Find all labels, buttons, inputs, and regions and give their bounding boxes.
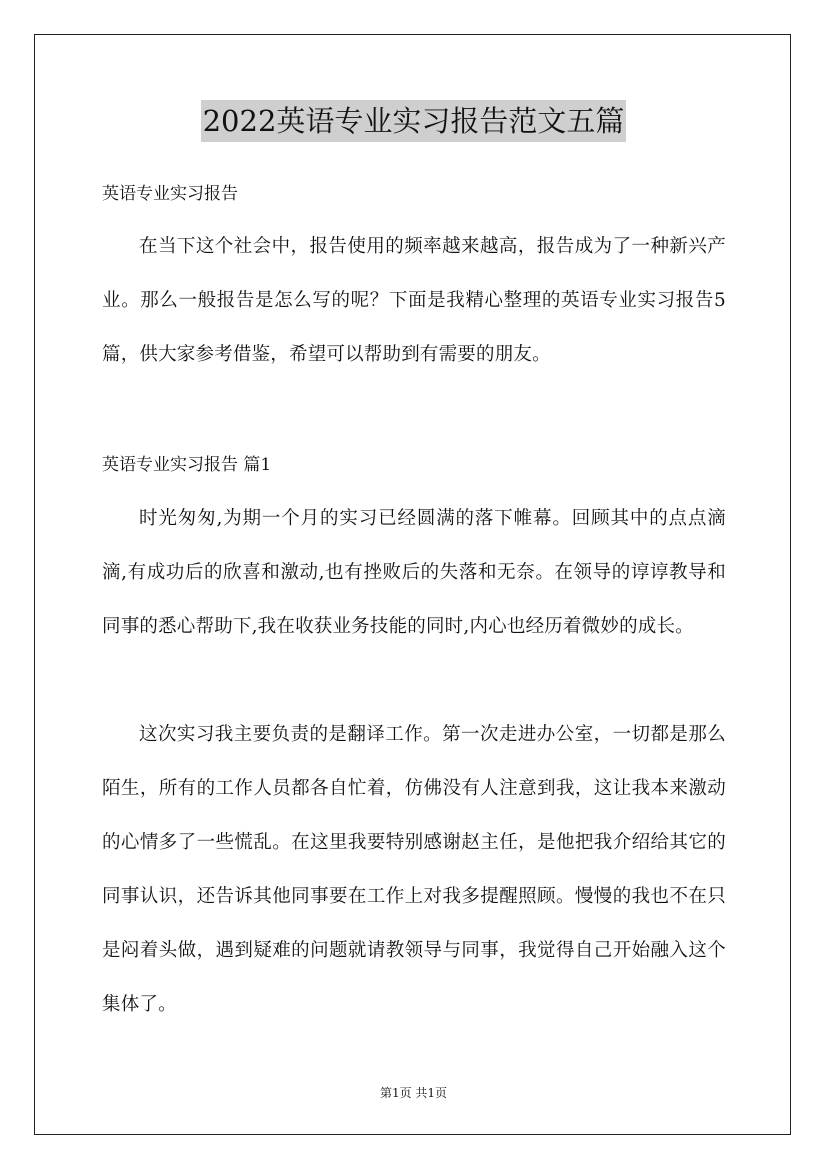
page-footer: 第1页 共1页 — [379, 1086, 448, 1100]
document-title: 2022英语专业实习报告范文五篇 — [201, 100, 627, 142]
intro-paragraph: 在当下这个社会中，报告使用的频率越来越高，报告成为了一种新兴产业。那么一般报告是怎么写的呢？下面是我精心整理的英语专业实习报告5篇，供大家参考借鉴，希望可以帮助到有需要的朋友。 — [102, 236, 726, 365]
title-container — [0, 100, 827, 142]
body-paragraph-1: 时光匆匆,为期一个月的实习已经圆满的落下帷幕。回顾其中的点点滴滴,有成功后的欣喜和激动,也有挫败后的失落和无奈。在领导的谆谆教导和同事的悉心帮助下,我在收获业务技能的同时,内心也经历着微妙的成长。 — [102, 508, 726, 637]
article-heading: 英语专业实习报告 篇1 — [102, 455, 272, 475]
section-heading: 英语专业实习报告 — [102, 184, 238, 204]
body-paragraph-2: 这次实习我主要负责的是翻译工作。第一次走进办公室，一切都是那么陌生，所有的工作人员都各自忙着，仿佛没有人注意到我，这让我本来激动的心情多了一些慌乱。在这里我要特别感谢赵主任，是他把我介绍给其它的同事认识，还告诉其他同事要在工作上对我多提醒照顾。慢慢的我也不在只是闷着头做，遇到疑难的问题就请教领导与同事，我觉得自己开始融入这个集体了。 — [102, 724, 726, 1015]
